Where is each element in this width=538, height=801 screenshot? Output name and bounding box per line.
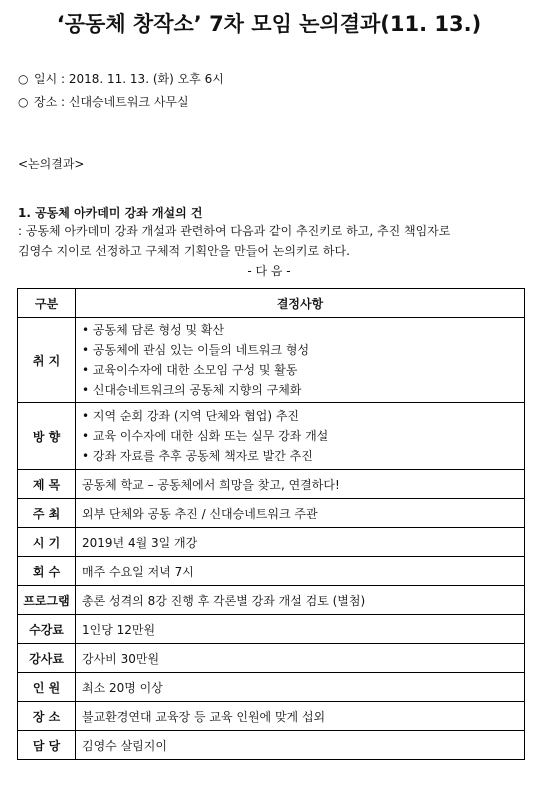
row-value: 김영수 살림지이	[76, 731, 525, 760]
table-row	[18, 470, 525, 499]
table-row	[18, 644, 525, 673]
bullet-line: • 교육 이수자에 대한 심화 또는 실무 강좌 개설	[82, 429, 329, 443]
row-value: 공동체 학교 – 공동체에서 희망을 찾고, 연결하다!	[76, 470, 525, 499]
row-label: 강사료	[18, 644, 76, 673]
following-marker: - 다 음 -	[247, 264, 291, 278]
item-desc-line: : 공동체 아카데미 강좌 개설과 관련하여 다음과 같이 추진키로 하고, 추진 책임자로	[18, 224, 451, 238]
table-row	[18, 528, 525, 557]
row-value	[76, 403, 525, 470]
bullet-line: • 공동체에 관심 있는 이들의 네트워크 형성	[82, 343, 310, 357]
row-value: 불교환경연대 교육장 등 교육 인원에 맞게 섭외	[76, 702, 525, 731]
table-header-row	[18, 289, 525, 318]
circle-bullet: ○	[18, 95, 29, 109]
row-value: 2019년 4월 3일 개강	[76, 528, 525, 557]
decision-table	[17, 288, 525, 760]
bullet-line: • 지역 순회 강좌 (지역 단체와 협업) 추진	[82, 409, 300, 423]
header-decision: 결정사항	[76, 289, 525, 318]
row-value: 매주 수요일 저녁 7시	[76, 557, 525, 586]
row-label: 주 최	[18, 499, 76, 528]
bullet-line: • 강좌 자료를 추후 공동체 책자로 발간 추진	[82, 449, 313, 463]
bullet-line: • 교육이수자에 대한 소모임 구성 및 활동	[82, 363, 298, 377]
header-category: 구분	[18, 289, 76, 318]
document-title: ‘공동체 창작소’ 7차 모임 논의결과(11. 13.)	[56, 12, 482, 36]
table-row	[18, 499, 525, 528]
bullet-line: • 신대승네트워크의 공동체 지향의 구체화	[82, 383, 302, 397]
item-desc-line: 김영수 지이로 선정하고 구체적 기획안을 만들어 논의키로 하다.	[18, 244, 350, 258]
meta-place-text: 장소 : 신대승네트워크 사무실	[34, 95, 189, 109]
row-label: 취 지	[18, 318, 76, 403]
circle-bullet: ○	[18, 72, 29, 86]
table-row	[18, 673, 525, 702]
row-label: 담 당	[18, 731, 76, 760]
row-label: 장 소	[18, 702, 76, 731]
row-value: 1인당 12만원	[76, 615, 525, 644]
row-value: 최소 20명 이상	[76, 673, 525, 702]
row-label: 프로그램	[18, 586, 76, 615]
bullet-line: • 공동체 담론 형성 및 확산	[82, 323, 225, 337]
row-value: 외부 단체와 공동 추진 / 신대승네트워크 주관	[76, 499, 525, 528]
table-row	[18, 702, 525, 731]
row-value: 총론 성격의 8강 진행 후 각론별 강좌 개설 검토 (별첨)	[76, 586, 525, 615]
row-label: 제 목	[18, 470, 76, 499]
table-row	[18, 318, 525, 403]
table-row	[18, 731, 525, 760]
table-row	[18, 586, 525, 615]
row-label: 인 원	[18, 673, 76, 702]
row-label: 회 수	[18, 557, 76, 586]
row-value: 강사비 30만원	[76, 644, 525, 673]
row-label: 방 향	[18, 403, 76, 470]
table-row	[18, 557, 525, 586]
row-label: 시 기	[18, 528, 76, 557]
section-heading: <논의결과>	[18, 157, 85, 171]
meta-place	[18, 93, 189, 110]
table-row	[18, 403, 525, 470]
row-label: 수강료	[18, 615, 76, 644]
row-value	[76, 318, 525, 403]
meta-datetime	[18, 70, 224, 87]
meta-datetime-text: 일시 : 2018. 11. 13. (화) 오후 6시	[34, 72, 224, 86]
table-row	[18, 615, 525, 644]
item-title: 1. 공동체 아카데미 강좌 개설의 건	[18, 206, 203, 220]
